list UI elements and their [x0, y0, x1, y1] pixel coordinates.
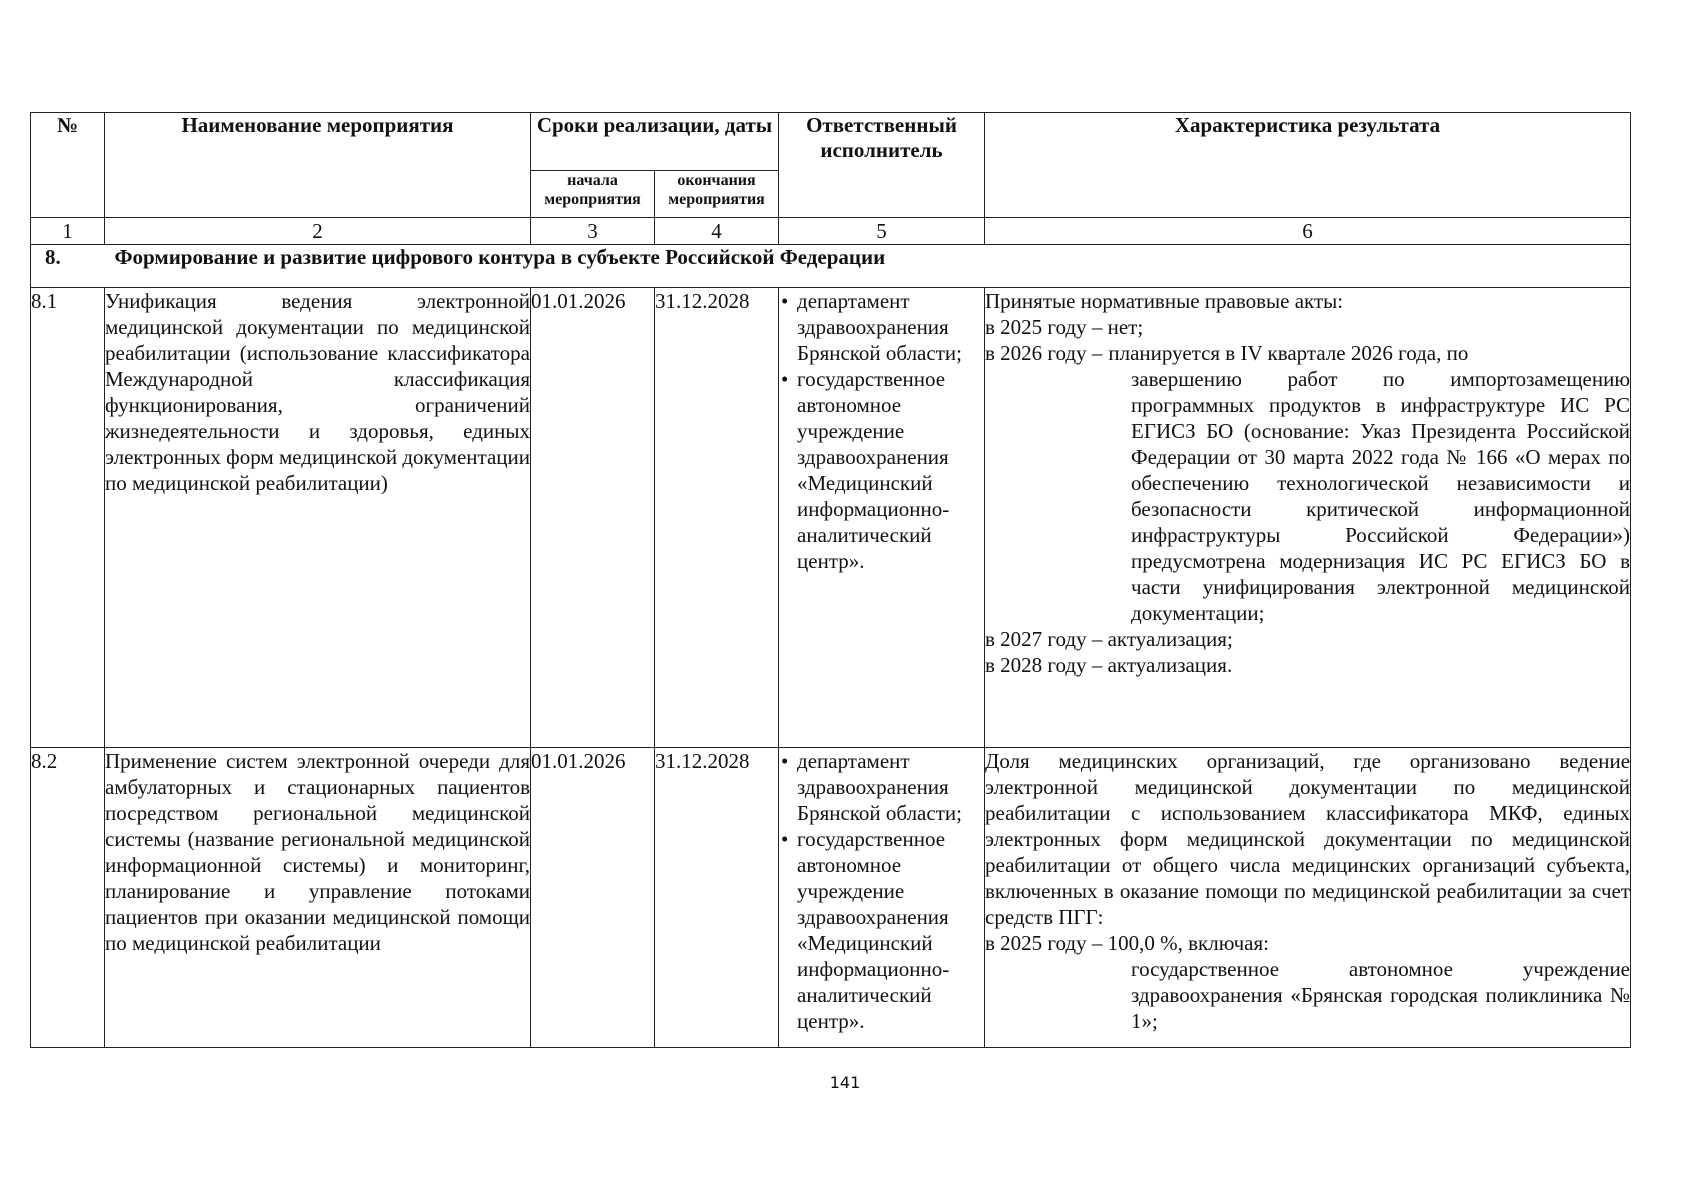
result-year-2026 — [985, 340, 1630, 366]
table-row — [31, 288, 1631, 748]
responsible-item: • департамент здравоохранения Брянской области; — [779, 748, 984, 826]
responsible-list — [779, 288, 984, 574]
responsible-cell — [779, 748, 985, 1048]
end-date: 31.12.2028 — [655, 748, 779, 1048]
column-number: 4 — [655, 218, 779, 245]
section-number: 8. — [31, 245, 105, 288]
table-row — [31, 748, 1631, 1048]
column-number: 5 — [779, 218, 985, 245]
header-responsible: Ответственный исполнитель — [779, 113, 985, 218]
row-number: 8.2 — [31, 748, 105, 1048]
result-cell — [985, 748, 1631, 1048]
header-name: Наименование мероприятия — [105, 113, 531, 218]
section-row — [31, 245, 1631, 288]
result-year-2026-head: планируется в IV квартале 2026 года, по — [1108, 341, 1469, 365]
responsible-item: • государственное автономное учреждение здравоохранения «Медицинский информационно-аналитический центр». — [779, 826, 984, 1034]
column-number: 2 — [105, 218, 531, 245]
result-year-2028: в 2028 году – актуализация. — [985, 653, 1233, 677]
responsible-list — [779, 748, 984, 1034]
result-year-2027: в 2027 году – актуализация; — [985, 627, 1233, 651]
responsible-cell — [779, 288, 985, 748]
header-start: начала мероприятия — [531, 171, 655, 218]
result-year-2026-lead: в 2026 году – — [985, 341, 1103, 365]
table-header-row — [31, 113, 1631, 171]
responsible-item: • государственное автономное учреждение здравоохранения «Медицинский информационно-аналитический центр». — [779, 366, 984, 574]
activity-table — [30, 112, 1631, 1048]
start-date: 01.01.2026 — [531, 288, 655, 748]
result-year-2025: в 2025 году – 100,0 %, включая: — [985, 931, 1269, 955]
column-number: 1 — [31, 218, 105, 245]
header-no: № — [31, 113, 105, 218]
end-date: 31.12.2028 — [655, 288, 779, 748]
header-period: Сроки реализации, даты — [531, 113, 779, 171]
column-number: 3 — [531, 218, 655, 245]
result-intro: Принятые нормативные правовые акты: — [985, 289, 1344, 313]
result-organization: государственное автономное учреждение здравоохранения «Брянская городская поликлиника № 1»; — [1131, 957, 1631, 1033]
activity-name: Унификация ведения электронной медицинской документации по медицинской реабилитации (использование классификатора Международной классификация функционирования, ограничений жизнедеятельности и здоровья, единых электронных форм медицинской документации по медицинской реабилитации) — [105, 288, 531, 748]
result-intro: Доля медицинских организаций, где организовано ведение электронной медицинской документации по медицинской реабилитации с использованием классификатора МКФ, единых электронных форм медицинской документации по медицинской реабилитации от общего числа медицинских организаций субъекта, включенных в оказание помощи по медицинской реабилитации за счет средств ПГГ: — [985, 749, 1631, 929]
column-number: 6 — [985, 218, 1631, 245]
section-title: Формирование и развитие цифрового контура в субъекте Российской Федерации — [105, 245, 1631, 288]
row-number: 8.1 — [31, 288, 105, 748]
header-result: Характеристика результата — [985, 113, 1631, 218]
responsible-item: • департамент здравоохранения Брянской области; — [779, 288, 984, 366]
page-number: 141 — [829, 1073, 861, 1092]
header-end: окончания мероприятия — [655, 171, 779, 218]
result-cell — [985, 288, 1631, 748]
activity-name: Применение систем электронной очереди для амбулаторных и стационарных пациентов посредством региональной медицинской системы (название региональной медицинской информационной системы) и мониторинг, планирование и управление потоками пациентов при оказании медицинской помощи по медицинской реабилитации — [105, 748, 531, 1048]
result-year-2025: в 2025 году – нет; — [985, 315, 1144, 339]
result-year-2026-body: завершению работ по импортозамещению программных продуктов в инфраструктуре ИС РС ЕГИСЗ БО (основание: Указ Президента Российской Федерации от 30 марта 2022 года № 166 «О мерах по обеспечению технологической независимости и безопасности критической информационной инфраструктуры Российской Федерации») предусмотрена модернизация ИС РС ЕГИСЗ БО в части унифицирования электронной медицинской документации; — [1131, 367, 1631, 625]
start-date: 01.01.2026 — [531, 748, 655, 1048]
column-number-row — [31, 218, 1631, 245]
